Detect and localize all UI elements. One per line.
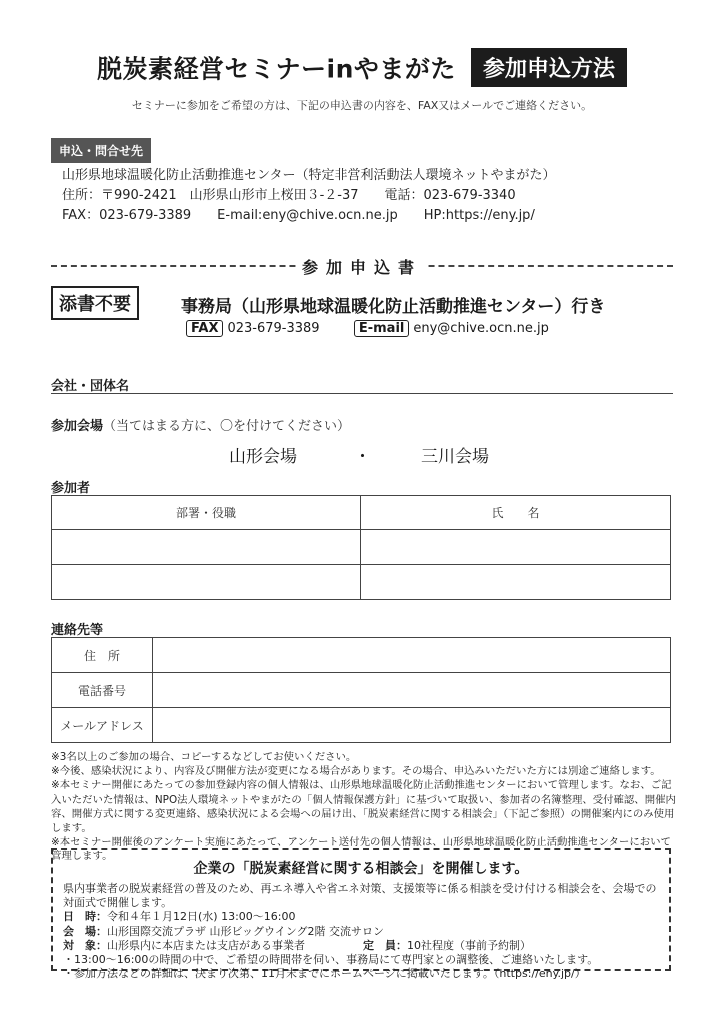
address-label: 住 所 [52,638,153,673]
date-key: 日 時： [63,910,107,924]
participant-name-input[interactable] [361,565,671,600]
contact-fax-mail: FAX：023-679-3389 E-mail:eny@chive.ocn.ne.jp HP:https://eny.jp/ [62,208,535,223]
target-key: 対 象： [63,938,107,952]
participants-table [51,495,671,600]
email-value[interactable]: eny@chive.ocn.ne.jp [413,321,549,336]
address-input[interactable] [153,638,671,673]
note-item: ※本セミナー開催後のアンケート実施にあたって、アンケート送付先の個人情報は、山形県地球温暖化防止活動推進センターにおいて管理します。 [51,836,671,863]
company-field[interactable] [51,393,673,394]
email-label: E-mail [354,320,410,337]
target-value: 山形県内に本店または支店がある事業者 [107,938,305,952]
company-label: 会社・団体名 [51,379,130,394]
venue-note: （当てはまる方に、〇を付けてください） [103,419,351,434]
note-item: ※今後、感染状況により、内容及び開催方法が変更になる場合があります。その場合、申込みいただいた方には別途ご連絡します。 [51,765,661,778]
participant-dept-input[interactable] [52,530,361,565]
venue-yamagata[interactable]: 山形会場 [229,447,297,467]
capacity-key: 定 員： [363,938,407,952]
phone-input[interactable] [153,673,671,708]
capacity-value: 10社程度（事前予約制） [407,938,531,952]
no-cover-stamp: 添書不要 [51,286,139,320]
col-name: 氏 名 [361,496,671,530]
note-item: ※3名以上のご参加の場合、コピーするなどしてお使いください。 [51,751,357,763]
participants-label: 参加者 [51,481,91,496]
form-section-title: 参加申込書 [296,258,428,277]
note-item: ※本セミナー開催にあたっての参加登録内容の個人情報は、山形県地球温暖化防止活動推進センターにおいて管理します。なお、ご記入いただいた情報は、NPO法人環境ネットやまがたの「個人情報保護方針」に基づいて取扱い、参加者の名簿整理、受付確認、開催内容、開催方式に関する変更連絡、感染状況による会場への届け出、「脱炭素経営に関する相談会」（下記ご参照）の開催案内にのみ使用します。 [51,779,676,835]
contact-table [51,637,671,743]
venue-label-row [51,415,350,434]
header [0,48,724,87]
contact-address: 住所：〒990-2421 山形県山形市上桜田３-２-37 電話：023-679-3340 [62,188,516,203]
venue-separator: ・ [354,447,371,467]
consultation-intro: 県内事業者の脱炭素経営の普及のため、再エネ導入や省エネ対策、支援策等に係る相談を受け付ける相談会を、会場での対面式で開催します。 [63,882,657,910]
consultation-bullet: ・13:00～16:00の時間の中で、ご希望の時間帯を伺い、事務局にて専門家との調整後、ご連絡いたします。 [63,953,599,967]
title-badge: 参加申込方法 [471,48,627,87]
destination: 事務局（山形県地球温暖化防止活動推進センター）行き [181,297,606,317]
phone-label: 電話番号 [52,673,153,708]
fax-label: FAX [186,320,223,337]
consultation-box [51,848,671,981]
page-title: 脱炭素経営セミナーinやまがた [97,54,456,84]
contact-info-label: 連絡先等 [51,623,104,638]
participant-dept-input[interactable] [52,565,361,600]
fax-value: 023-679-3389 [227,321,320,336]
email-input[interactable] [153,708,671,743]
email-field-label: メールアドレス [52,708,153,743]
venue-label: 参加会場 [51,419,104,434]
subtitle: セミナーに参加をご希望の方は、下記の申込書の内容を、FAX又はメールでご連絡ください。 [131,99,593,112]
venue-mikawa[interactable]: 三川会場 [421,447,489,467]
form-section-heading [51,255,673,277]
consultation-title: 企業の「脱炭素経営に関する相談会」を開催します。 [193,861,529,877]
place-key: 会 場： [63,924,107,938]
contact-label: 申込・問合せ先 [51,138,151,163]
col-department: 部署・役職 [52,496,361,530]
consultation-bullet: ・参加方法などの詳細は、決まり次第、11月末までにホームページに掲載いたします。（https://eny.jp/） [63,967,586,981]
participant-name-input[interactable] [361,530,671,565]
notes [51,750,681,864]
date-value: 令和４年１月12日(水) 13:00～16:00 [107,910,296,924]
form-fax-email [186,321,549,336]
place-value: 山形国際交流プラザ 山形ビッグウイング2階 交流サロン [107,924,384,938]
contact-org: 山形県地球温暖化防止活動推進センター（特定非営利活動法人環境ネットやまがた） [62,168,556,183]
